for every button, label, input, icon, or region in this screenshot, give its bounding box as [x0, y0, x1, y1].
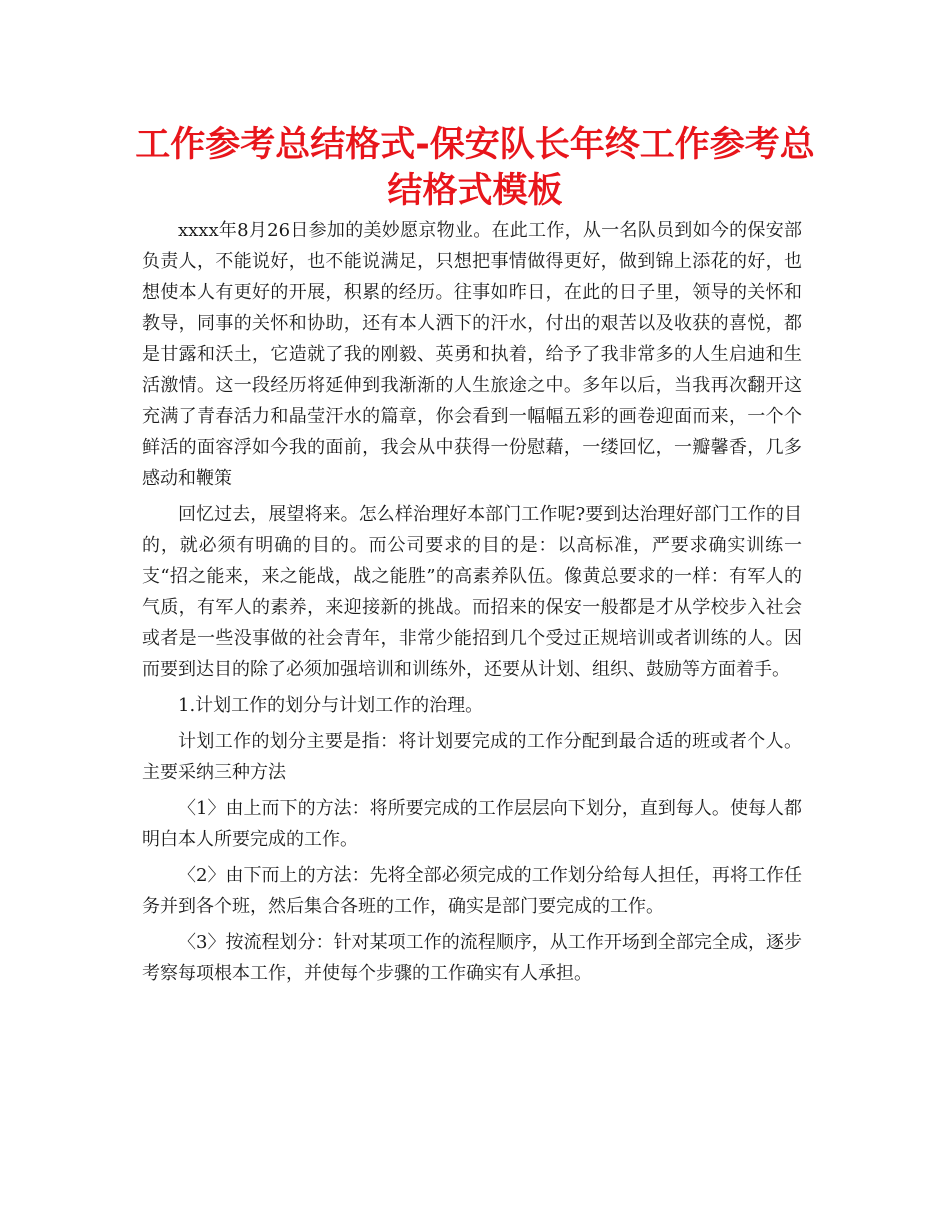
paragraph-plan-division: 计划工作的划分主要是指：将计划要完成的工作分配到最合适的班或者个人。主要采纳三种方法 — [142, 731, 802, 783]
paragraph-section-heading: 1.计划工作的划分与计划工作的治理。 — [178, 695, 484, 716]
paragraph-method-1: 〈1〉由上而下的方法：将所要完成的工作层层向下划分，直到每人。使每人都明白本人所要完成的工作。 — [142, 798, 802, 850]
paragraph-intro: xxxx年8月26日参加的美妙愿京物业。在此工作，从一名队员到如今的保安部负责人，不能说好，也不能说满足，只想把事情做得更好，做到锦上添花的好，也想使本人有更好的开展，积累的经历。往事如昨日，在此的日子里，领导的关怀和教导，同事的关怀和协助，还有本人洒下的汗水，付出的艰苦以及收获的喜悦，都是甘露和沃土，它造就了我的刚毅、英勇和执着，给予了我非常多的人生启迪和生活激情。这一段经历将延伸到我渐渐的人生旅途之中。多年以后，当我再次翻开这充满了青春活力和晶莹汗水的篇章，你会看到一幅幅五彩的画卷迎面而来，一个个鲜活的面容浮如今我的面前，我会从中获得一份慰藉，一缕回忆，一瓣馨香，几多感动和鞭策 — [142, 220, 802, 489]
document-title: 工作参考总结格式-保安队长年终工作参考总结格式模板 — [135, 125, 815, 211]
paragraph-method-2: 〈2〉由下而上的方法：先将全部必须完成的工作划分给每人担任，再将工作任务并到各个班，然后集合各班的工作，确实是部门要完成的工作。 — [142, 865, 802, 917]
paragraph-method-3: 〈3〉按流程划分：针对某项工作的流程顺序，从工作开场到全部完全成，逐步考察每项根本工作，并使每个步骤的工作确实有人承担。 — [142, 932, 802, 984]
document-body — [142, 215, 802, 994]
paragraph-review: 回忆过去，展望将来。怎么样治理好本部门工作呢?要到达治理好部门工作的目的，就必须有明确的目的。而公司要求的目的是：以高标准，严要求确实训练一支“招之能来，来之能战，战之能胜”的高素养队伍。像黄总要求的一样：有军人的气质，有军人的素养，来迎接新的挑战。而招来的保安一般都是才从学校步入社会或者是一些没事做的社会青年，非常少能招到几个受过正规培训或者训练的人。因而要到达目的除了必须加强培训和训练外，还要从计划、组织、鼓励等方面着手。 — [142, 504, 802, 680]
